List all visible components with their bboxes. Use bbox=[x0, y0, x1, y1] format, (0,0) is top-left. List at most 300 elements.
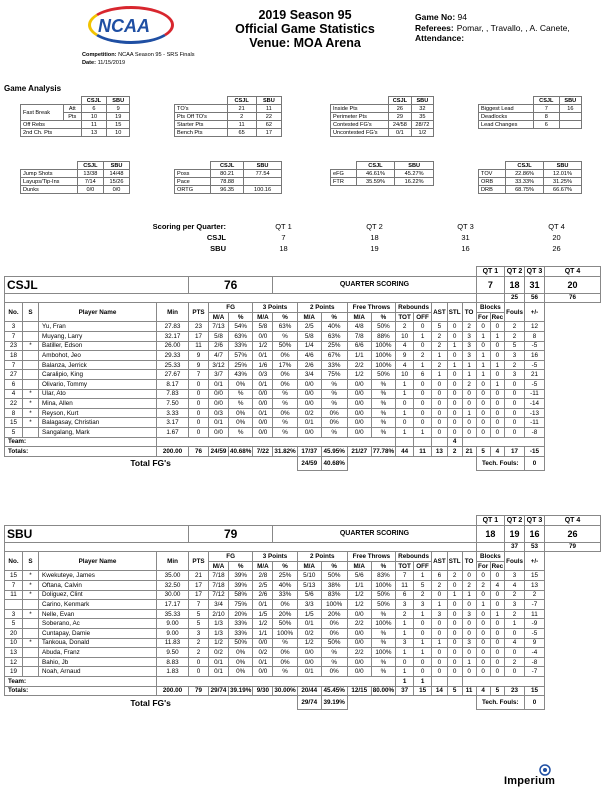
spacer bbox=[157, 676, 396, 686]
player-stat: % bbox=[371, 418, 395, 428]
player-stat: 1 bbox=[462, 590, 476, 600]
team-row bbox=[5, 437, 601, 447]
player-stat: 11.83 bbox=[157, 638, 189, 648]
mini-value: 7 bbox=[533, 105, 559, 113]
player-stat: 2 bbox=[414, 351, 432, 361]
player-stat: 50% bbox=[273, 341, 297, 351]
player-stat: 2 bbox=[432, 341, 448, 351]
col-ma: M/A bbox=[209, 312, 229, 322]
player-stat: 5/10 bbox=[297, 571, 321, 581]
mini-value: 7/14 bbox=[77, 178, 103, 186]
player-stat: % bbox=[371, 628, 395, 638]
player-stat: 5 bbox=[505, 341, 525, 351]
player-stat: 5/13 bbox=[297, 580, 321, 590]
spq-value: 18 bbox=[279, 244, 288, 253]
tech-fouls-value: 0 bbox=[524, 696, 544, 710]
analysis-lead-table bbox=[478, 96, 582, 129]
player-stat: % bbox=[321, 648, 347, 658]
totals-stat: 4 bbox=[476, 686, 490, 696]
player-stat: 0 bbox=[505, 399, 525, 409]
player-stat: 0 bbox=[396, 657, 414, 667]
mini-sublabel: Pts bbox=[63, 113, 81, 121]
totals-stat: 31.82% bbox=[274, 447, 296, 455]
player-stat: 2 bbox=[505, 360, 525, 370]
player-stat: 22 bbox=[5, 399, 23, 409]
player-stat: 0/0 bbox=[209, 389, 229, 399]
player-stat: * bbox=[23, 399, 39, 409]
qt-score: 18 bbox=[505, 276, 525, 293]
player-stat: 1/1 bbox=[253, 628, 273, 638]
team-row-label: Team: bbox=[5, 676, 157, 686]
player-stat: 1/2 bbox=[253, 619, 273, 629]
col-blocks: Blocks bbox=[476, 552, 505, 562]
ncaa-logo bbox=[88, 6, 174, 44]
mini-col-csjl: CSJL bbox=[533, 97, 559, 105]
spq-team: SBU bbox=[210, 244, 226, 253]
player-stat: 0 bbox=[414, 322, 432, 332]
player-stat: 0/1 bbox=[253, 600, 273, 610]
player-row bbox=[5, 360, 601, 370]
player-stat: 0 bbox=[447, 609, 462, 619]
mini-value: 6 bbox=[533, 121, 559, 129]
player-stat: % bbox=[229, 399, 253, 409]
player-stat: 0 bbox=[476, 418, 490, 428]
player-row bbox=[5, 580, 601, 590]
mini-row bbox=[479, 178, 582, 186]
totals-stat: 76 bbox=[189, 447, 209, 457]
player-stat: 0 bbox=[189, 418, 209, 428]
qt-header: QT 1 bbox=[476, 516, 505, 526]
player-row bbox=[5, 408, 601, 418]
mini-value: 10 bbox=[81, 113, 107, 121]
player-stat: 0/1 bbox=[297, 619, 321, 629]
player-stat: 1 bbox=[476, 370, 490, 380]
player-stat: 11 bbox=[524, 609, 544, 619]
player-stat: 3 bbox=[396, 600, 414, 610]
player-stat: 1 bbox=[432, 370, 448, 380]
mini-value: 0/0 bbox=[77, 186, 103, 194]
player-stat: 0 bbox=[490, 657, 505, 667]
player-stat: 21 bbox=[524, 370, 544, 380]
mini-blank bbox=[479, 162, 506, 170]
player-stat: 9.00 bbox=[157, 628, 189, 638]
mini-value bbox=[559, 113, 581, 121]
mini-col-sbu: SBU bbox=[244, 162, 282, 170]
mini-label: Dunks bbox=[21, 186, 78, 194]
totals-stat: 29/74 bbox=[209, 686, 229, 696]
player-stat: 0 bbox=[432, 379, 448, 389]
player-stat: 0 bbox=[447, 600, 462, 610]
mini-row bbox=[331, 129, 434, 137]
team-row-stat: 4 bbox=[447, 437, 462, 447]
col-three: 3 Points bbox=[253, 552, 297, 562]
player-stat: 7 bbox=[5, 331, 23, 341]
player-stat: 1 bbox=[447, 590, 462, 600]
qt-cumulative bbox=[476, 293, 505, 303]
mini-value: 11 bbox=[256, 105, 281, 113]
player-stat: 0/0 bbox=[347, 418, 371, 428]
player-stat: 9.50 bbox=[157, 648, 189, 658]
player-name: Cuntapay, Damie bbox=[39, 628, 157, 638]
player-stat: 25% bbox=[273, 571, 297, 581]
qt-header: QT 4 bbox=[544, 516, 600, 526]
player-stat: 0 bbox=[490, 399, 505, 409]
team-row-stat bbox=[432, 437, 448, 447]
attendance-label: Attendance: bbox=[415, 33, 465, 43]
player-stat: 5/6 bbox=[297, 590, 321, 600]
player-stat: 50% bbox=[321, 571, 347, 581]
totals-stat: 200.00 bbox=[157, 447, 189, 457]
mini-value: 6 bbox=[81, 105, 107, 113]
player-stat: 0 bbox=[447, 619, 462, 629]
player-stat: % bbox=[321, 389, 347, 399]
player-stat: 20 bbox=[5, 628, 23, 638]
player-stat: 0 bbox=[490, 590, 505, 600]
quarter-scoring-label: QUARTER SCORING bbox=[273, 525, 476, 542]
player-stat: 50% bbox=[321, 638, 347, 648]
mini-label: Pts Off TO's bbox=[175, 113, 228, 121]
team-score-row bbox=[5, 276, 601, 293]
totals-stat: 15 bbox=[524, 686, 544, 696]
col-min: Min bbox=[157, 303, 189, 322]
player-stat: 63% bbox=[229, 331, 253, 341]
col-pts: PTS bbox=[189, 303, 209, 322]
player-stat: 38% bbox=[321, 580, 347, 590]
player-stat: 0 bbox=[447, 628, 462, 638]
player-stat: 0/0 bbox=[209, 427, 229, 437]
player-stat: 0/0 bbox=[347, 638, 371, 648]
player-stat: 0 bbox=[432, 619, 448, 629]
player-stat: -8 bbox=[524, 657, 544, 667]
player-stat: 25% bbox=[229, 360, 253, 370]
player-stat: 33% bbox=[229, 628, 253, 638]
mini-value: 10 bbox=[107, 129, 130, 137]
player-stat: 1 bbox=[414, 638, 432, 648]
player-stat: 10 bbox=[396, 331, 414, 341]
team-name: CSJL bbox=[5, 276, 189, 293]
player-row bbox=[5, 351, 601, 361]
mini-value bbox=[559, 121, 581, 129]
mini-label: Jump Shots bbox=[21, 170, 78, 178]
player-stat: 2/2 bbox=[347, 619, 371, 629]
team-score: 76 bbox=[189, 276, 273, 293]
player-stat: 3/4 bbox=[297, 370, 321, 380]
spq-qt3: QT 3 bbox=[457, 222, 474, 231]
player-stat: 0 bbox=[505, 427, 525, 437]
totals-stat: 45.95% bbox=[321, 447, 347, 457]
player-stat: 1 bbox=[396, 427, 414, 437]
player-stat: 0 bbox=[490, 667, 505, 677]
player-stat: -11 bbox=[524, 418, 544, 428]
column-header-row bbox=[5, 303, 601, 313]
analysis-efg-table bbox=[330, 161, 434, 186]
totals-stat: 21/27 bbox=[347, 447, 371, 457]
mini-blank bbox=[331, 97, 389, 105]
col-fouls: Fouls bbox=[505, 552, 525, 571]
player-stat: % bbox=[371, 379, 395, 389]
totals-stat: 45.45% bbox=[321, 686, 347, 696]
player-stat bbox=[5, 600, 23, 610]
player-stat: 15 bbox=[5, 418, 23, 428]
cumulative-row bbox=[5, 542, 601, 552]
player-stat: 0 bbox=[476, 609, 490, 619]
player-stat: 0 bbox=[476, 322, 490, 332]
player-name: Mina, Allen bbox=[39, 399, 157, 409]
col-pct: % bbox=[371, 312, 395, 322]
player-stat: 3 bbox=[505, 600, 525, 610]
player-row bbox=[5, 418, 601, 428]
player-stat: 2/6 bbox=[253, 590, 273, 600]
mini-value: 26 bbox=[389, 105, 412, 113]
player-stat: 0 bbox=[189, 408, 209, 418]
total-fg-pct: 39.19% bbox=[321, 696, 347, 710]
analysis-turnover-table bbox=[174, 96, 282, 137]
col-no: No. bbox=[5, 303, 23, 322]
analysis-shooting-table bbox=[330, 96, 434, 137]
player-stat bbox=[23, 322, 39, 332]
col-pts: PTS bbox=[189, 552, 209, 571]
player-stat: 1.83 bbox=[157, 667, 189, 677]
player-stat: 18 bbox=[5, 351, 23, 361]
player-stat: 33% bbox=[273, 590, 297, 600]
player-stat: 2/5 bbox=[253, 580, 273, 590]
team-row-stat bbox=[447, 676, 462, 686]
totals-stat: 2 bbox=[447, 447, 462, 457]
player-stat: 0/2 bbox=[209, 648, 229, 658]
player-stat: 0 bbox=[462, 571, 476, 581]
spq-qt4: QT 4 bbox=[548, 222, 565, 231]
col-ft: Free Throws bbox=[347, 303, 395, 313]
player-stat: 2/10 bbox=[209, 609, 229, 619]
player-stat: 0 bbox=[490, 571, 505, 581]
player-stat: 1/2 bbox=[253, 341, 273, 351]
player-stat: 0 bbox=[189, 389, 209, 399]
player-stat: 1 bbox=[396, 408, 414, 418]
mini-value: 22.86% bbox=[506, 170, 544, 178]
mini-row bbox=[175, 170, 282, 178]
player-name: Muyang, Larry bbox=[39, 331, 157, 341]
player-stat: 10 bbox=[5, 638, 23, 648]
player-stat: 2/2 bbox=[347, 360, 371, 370]
totals-stat: 23 bbox=[505, 686, 525, 696]
player-stat: 20% bbox=[273, 609, 297, 619]
team-stats-csjl bbox=[4, 266, 601, 471]
mini-col-csjl: CSJL bbox=[227, 97, 256, 105]
player-stat: 1 bbox=[396, 628, 414, 638]
total-fg-label: Total FG's bbox=[130, 458, 171, 469]
player-stat: 0/0 bbox=[253, 418, 273, 428]
team-score: 79 bbox=[189, 525, 273, 542]
analysis-rate-table bbox=[478, 161, 582, 194]
player-stat: 0 bbox=[505, 628, 525, 638]
player-stat: 2 bbox=[189, 638, 209, 648]
player-name: Abuda, Franz bbox=[39, 648, 157, 658]
player-stat: 7/12 bbox=[209, 590, 229, 600]
player-stat: 1 bbox=[476, 360, 490, 370]
player-stat: 0 bbox=[490, 408, 505, 418]
player-row bbox=[5, 628, 601, 638]
player-stat: 35.00 bbox=[157, 571, 189, 581]
player-stat: 1 bbox=[432, 351, 448, 361]
player-stat: 0 bbox=[447, 322, 462, 332]
player-stat: 0 bbox=[505, 667, 525, 677]
mini-label: Bench Pts bbox=[175, 129, 228, 137]
player-stat: 2 bbox=[189, 648, 209, 658]
totals-stat: 11 bbox=[462, 686, 476, 696]
mini-row bbox=[331, 105, 434, 113]
player-stat: 0/0 bbox=[253, 399, 273, 409]
player-stat: 6 bbox=[432, 571, 448, 581]
player-stat: 4/7 bbox=[209, 351, 229, 361]
mini-row bbox=[21, 129, 130, 137]
mini-col-sbu: SBU bbox=[104, 162, 130, 170]
player-stat: 4/8 bbox=[347, 322, 371, 332]
player-stat: 2 bbox=[505, 609, 525, 619]
player-stat bbox=[23, 360, 39, 370]
mini-col-csjl: CSJL bbox=[77, 162, 103, 170]
col-s: S bbox=[23, 552, 39, 571]
player-row bbox=[5, 667, 601, 677]
col-off: OFF bbox=[414, 312, 432, 322]
mini-label: Starter Pts bbox=[175, 121, 228, 129]
player-row bbox=[5, 609, 601, 619]
player-stat: 0 bbox=[505, 648, 525, 658]
player-stat: 0 bbox=[189, 399, 209, 409]
player-stat: 33% bbox=[229, 341, 253, 351]
col-player: Player Name bbox=[39, 552, 157, 571]
player-stat: 1 bbox=[396, 389, 414, 399]
player-stat: % bbox=[371, 638, 395, 648]
mini-row bbox=[175, 121, 282, 129]
player-stat: 3 bbox=[432, 609, 448, 619]
player-stat: 6 bbox=[5, 379, 23, 389]
player-stat: 0 bbox=[476, 341, 490, 351]
player-stat: 0% bbox=[229, 667, 253, 677]
player-stat: 0/1 bbox=[297, 667, 321, 677]
player-stat: 0 bbox=[476, 379, 490, 389]
spacer bbox=[157, 437, 396, 447]
player-stat: 0/0 bbox=[297, 379, 321, 389]
mini-col-csjl: CSJL bbox=[506, 162, 544, 170]
player-row bbox=[5, 571, 601, 581]
player-stat: 16 bbox=[524, 351, 544, 361]
mini-value: 2 bbox=[227, 113, 256, 121]
totals-row bbox=[5, 447, 601, 457]
totals-stat: 20/44 bbox=[297, 686, 321, 696]
totals-stat: 4 bbox=[490, 447, 505, 457]
player-stat: 0/0 bbox=[297, 399, 321, 409]
player-stat: 1 bbox=[505, 619, 525, 629]
player-stat: 3 bbox=[396, 638, 414, 648]
imperium-brand: Imperium bbox=[504, 775, 556, 787]
player-stat: 0 bbox=[447, 418, 462, 428]
player-stat: % bbox=[371, 389, 395, 399]
player-stat: 0% bbox=[321, 408, 347, 418]
player-stat: 0 bbox=[414, 341, 432, 351]
col-pct: % bbox=[229, 312, 253, 322]
player-stat: 2/8 bbox=[253, 571, 273, 581]
player-stat: 75% bbox=[321, 370, 347, 380]
player-stat: 15 bbox=[5, 571, 23, 581]
player-stat: 17% bbox=[273, 360, 297, 370]
col-to: TO bbox=[462, 552, 476, 571]
player-stat: 7/18 bbox=[209, 580, 229, 590]
spacer bbox=[347, 696, 476, 710]
player-name: Sangalang, Mark bbox=[39, 427, 157, 437]
player-stat: 9 bbox=[524, 638, 544, 648]
mini-header-row bbox=[479, 97, 582, 105]
player-stat: 1 bbox=[432, 600, 448, 610]
col-ma: M/A bbox=[347, 561, 371, 571]
player-stat: 0 bbox=[189, 657, 209, 667]
column-header-row bbox=[5, 552, 601, 562]
player-stat: 0/2 bbox=[253, 648, 273, 658]
player-stat: % bbox=[371, 399, 395, 409]
player-stat: 0/0 bbox=[253, 427, 273, 437]
player-stat: 30.00 bbox=[157, 590, 189, 600]
player-stat: % bbox=[321, 427, 347, 437]
player-stat: 20% bbox=[321, 609, 347, 619]
player-stat: 39% bbox=[229, 571, 253, 581]
player-name: Yu, Fran bbox=[39, 322, 157, 332]
mini-label: Off Rebs bbox=[21, 121, 82, 129]
player-stat: 0 bbox=[490, 370, 505, 380]
player-name: Balanza, Jerrick bbox=[39, 360, 157, 370]
player-stat: 5 bbox=[5, 427, 23, 437]
player-name: Ular, Ato bbox=[39, 389, 157, 399]
mini-col-sbu: SBU bbox=[395, 162, 434, 170]
date: 11/15/2019 bbox=[97, 60, 126, 66]
player-stat: 2 bbox=[432, 580, 448, 590]
mini-label: Poss bbox=[175, 170, 211, 178]
player-stat: 3/7 bbox=[209, 370, 229, 380]
mini-blank bbox=[331, 162, 357, 170]
mini-value: 96.35 bbox=[211, 186, 244, 194]
game-no-label: Game No: bbox=[415, 12, 456, 22]
player-stat: 0/1 bbox=[209, 657, 229, 667]
team-row-stat bbox=[396, 437, 414, 447]
team-row-stat bbox=[432, 676, 448, 686]
player-stat: 19 bbox=[5, 667, 23, 677]
mini-header-row bbox=[21, 97, 130, 105]
player-stat: 2 bbox=[505, 657, 525, 667]
player-stat: 0 bbox=[462, 619, 476, 629]
player-row bbox=[5, 600, 601, 610]
mini-value: 16 bbox=[559, 105, 581, 113]
game-no: 94 bbox=[457, 12, 467, 22]
player-stat: 1 bbox=[476, 331, 490, 341]
player-stat: 0 bbox=[414, 379, 432, 389]
player-name: Noah, Arnaud bbox=[39, 667, 157, 677]
player-stat: 7 bbox=[396, 571, 414, 581]
spacer bbox=[5, 267, 477, 277]
team-row-stat: 1 bbox=[414, 676, 432, 686]
cumulative-row bbox=[5, 293, 601, 303]
player-stat: 5/8 bbox=[209, 331, 229, 341]
player-stat: 4 bbox=[396, 341, 414, 351]
totals-stat: 21 bbox=[462, 447, 476, 457]
player-stat: 0/1 bbox=[253, 379, 273, 389]
player-stat: 11 bbox=[5, 590, 23, 600]
player-stat: 9 bbox=[189, 360, 209, 370]
mini-value: 21 bbox=[227, 105, 256, 113]
player-stat bbox=[23, 628, 39, 638]
col-tot: TOT bbox=[396, 561, 414, 571]
totals-stat: 17 bbox=[505, 447, 525, 457]
player-stat: 33% bbox=[321, 360, 347, 370]
player-stat: 0 bbox=[505, 389, 525, 399]
col-no: No. bbox=[5, 552, 23, 571]
